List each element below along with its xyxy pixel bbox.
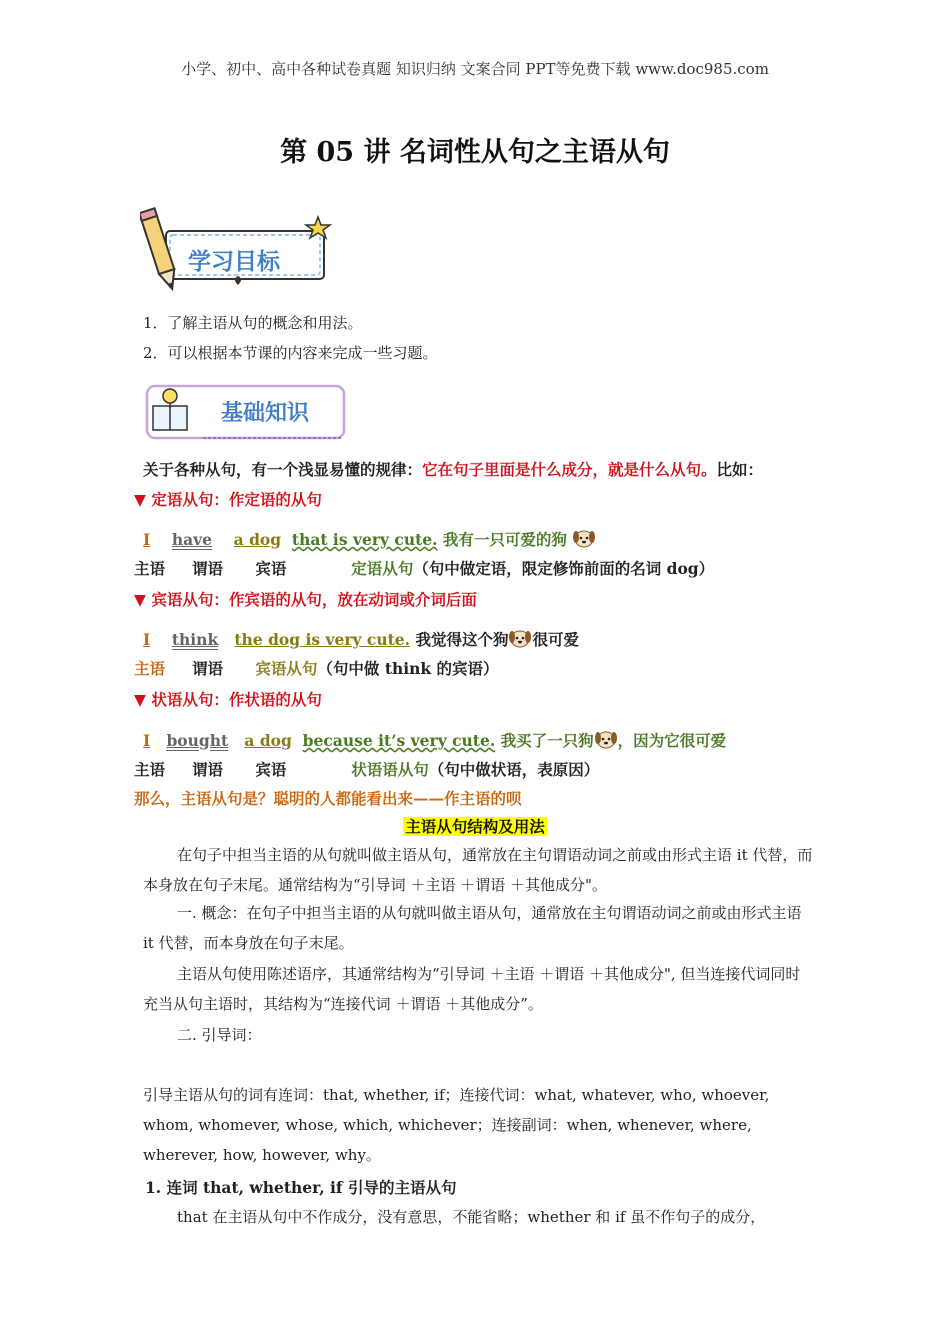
para-3-text: 主语从句使用陈述语序，其通常结构为“引导词 ＋主语 ＋谓语 ＋其他成分", 但当连接代词同时充当从句主语时，其结构为“连接代词 ＋谓语 ＋其他成分”。 (143, 965, 801, 1013)
transition-line: 那么，主语从句是？聪明的人都能看出来——作主语的呗 (134, 789, 522, 808)
para-5-text: 引导主语从句的词有连词：that, whether, if；连接代词：what, whatever, who, whoever, whom, whomever, whose, which, whichever；连接副词：when, whenever, where, wherever, how, however, why。 (143, 1086, 770, 1164)
attr-subject: I (143, 530, 151, 549)
adv-label-object: 宾语 (255, 760, 287, 779)
obj-verb: think (171, 630, 219, 649)
goal-item-1: 1．了解主语从句的概念和用法。 (143, 314, 363, 332)
adv-object: a dog (244, 731, 292, 750)
attr-clause-heading: ▼ 定语从句：作定语的从句 (134, 490, 322, 509)
adv-clause-heading: ▼ 状语从句：作状语的从句 (134, 690, 322, 709)
intro-line (143, 458, 763, 480)
para-6 (143, 1202, 813, 1232)
para-3 (143, 959, 813, 1019)
para-6-text: that 在主语从句中不作成分，没有意思，不能省略；whether 和 if 虽不作句子的成分， (177, 1208, 766, 1226)
obj-label-clause: 宾语从句 (255, 659, 318, 678)
para-4 (143, 1020, 813, 1050)
attr-object: a dog (233, 530, 282, 549)
obj-example (143, 627, 579, 650)
adv-label-note: （句中做状语，表原因） (428, 760, 600, 779)
subheading-wrap (0, 815, 950, 837)
para-5 (134, 1080, 823, 1170)
attr-verb: have (171, 530, 213, 549)
attr-label-verb: 谓语 (192, 559, 224, 578)
attr-label-note: （句中做定语，限定修饰前面的名词 dog） (413, 559, 715, 578)
para-2 (143, 898, 813, 958)
learning-goals-label: 学习目标 (188, 249, 280, 275)
obj-translation-1: 我觉得这个狗 (415, 630, 509, 649)
attr-clause: that is very cute. (291, 530, 438, 549)
obj-clause-heading: ▼ 宾语从句：作宾语的从句，放在动词或介词后面 (134, 590, 477, 609)
intro-pre: 关于各种从句，有一个浅显易懂的规律： (143, 460, 423, 479)
dog-icon (572, 527, 596, 549)
adv-example (143, 728, 726, 751)
adv-clause: because it’s very cute. (302, 731, 496, 750)
goal-item-2: 2．可以根据本节课的内容来完成一些习题。 (143, 344, 438, 362)
section-subheading: 主语从句结构及用法 (405, 817, 545, 836)
adv-label-subject: 主语 (134, 760, 166, 779)
learning-goals-badge (140, 205, 340, 295)
page-title: 第 05 讲 名词性从句之主语从句 (280, 137, 670, 168)
para-1 (143, 840, 813, 900)
attr-labels (134, 557, 714, 579)
adv-label-verb: 谓语 (192, 760, 224, 779)
obj-translation-2: 很可爱 (532, 630, 579, 649)
obj-label-verb: 谓语 (192, 659, 224, 678)
page-header: 小学、初中、高中各种试卷真题 知识归纳 文案合同 PPT等免费下载 www.doc985.com (181, 60, 769, 78)
attr-translation: 我有一只可爱的狗 (442, 530, 567, 549)
obj-clause: the dog is very cute. (234, 630, 411, 649)
adv-subject: I (143, 731, 151, 750)
para-2-text: 一. 概念：在句子中担当主语的从句就叫做主语从句，通常放在主句谓语动词之前或由形式主语 it 代替，而本身放在句子末尾。 (143, 904, 802, 952)
heading-connectives: 1. 连词 that, whether, if 引导的主语从句 (145, 1178, 457, 1197)
obj-labels (134, 657, 499, 679)
para-4-text: 二. 引导词： (177, 1026, 262, 1044)
dog-icon (594, 728, 618, 750)
intro-rule: 它在句子里面是什么成分，就是什么从句。 (422, 460, 717, 479)
adv-labels (134, 758, 599, 780)
intro-post: 比如： (716, 460, 764, 479)
attr-label-object: 宾语 (255, 559, 287, 578)
dog-icon (508, 627, 532, 649)
adv-label-clause: 状语语从句 (351, 760, 429, 779)
attr-label-clause: 定语从句 (351, 559, 414, 578)
adv-translation-1: 我买了一只狗 (500, 731, 594, 750)
para-1-text: 在句子中担当主语的从句就叫做主语从句，通常放在主句谓语动词之前或由形式主语 it 代替，而本身放在句子末尾。通常结构为“引导词 ＋主语 ＋谓语 ＋其他成分"。 (143, 846, 813, 894)
attr-label-subject: 主语 (134, 559, 166, 578)
obj-label-subject: 主语 (134, 659, 166, 678)
attr-example (143, 527, 596, 550)
obj-label-note: （句中做 think 的宾语） (317, 659, 499, 678)
basic-knowledge-badge (143, 382, 348, 444)
adv-verb: bought (166, 731, 229, 750)
adv-translation-2: ，因为它很可爱 (617, 731, 727, 750)
obj-subject: I (143, 630, 151, 649)
basic-knowledge-label: 基础知识 (221, 401, 310, 426)
